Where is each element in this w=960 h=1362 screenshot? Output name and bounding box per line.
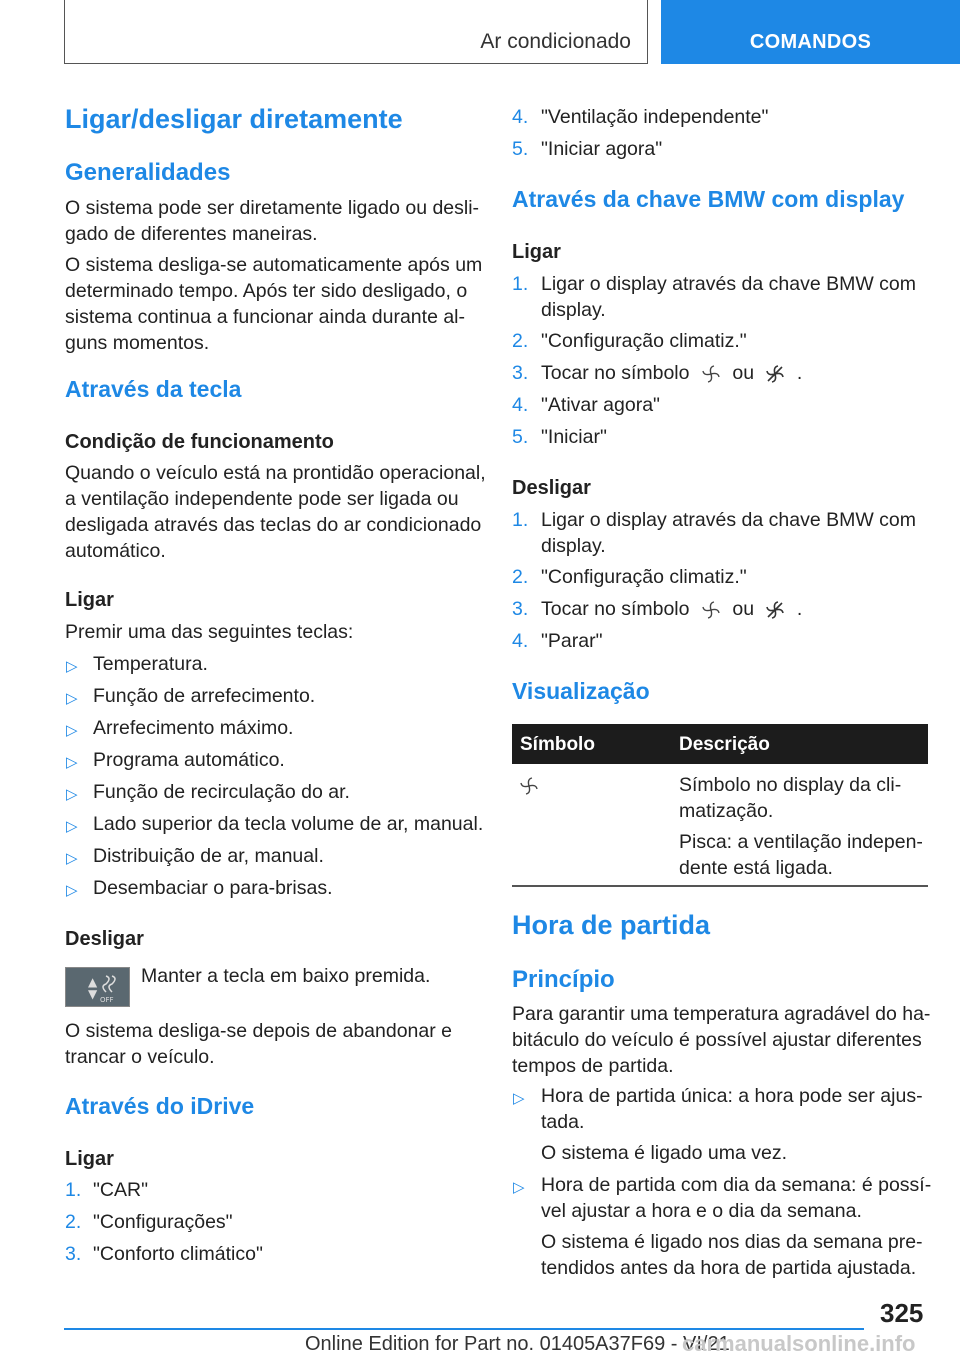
heading-general: Generalidades	[65, 159, 231, 186]
fan-off-icon	[66, 968, 129, 1006]
step-number: 5.	[512, 426, 529, 448]
list-item: Distribuição de ar, manual.	[93, 845, 324, 867]
table-header	[512, 724, 928, 764]
fan-off-button-icon	[65, 967, 130, 1007]
list-item: Função de arrefecimento.	[93, 685, 316, 707]
step-text: "Ativar agora"	[541, 394, 660, 416]
paragraph-general-2: O sistema desliga-se automaticamente após um determinado tempo. Após ter sido desligado, o sistema continua a funcionar ainda durante al- guns momentos.	[65, 254, 483, 354]
header-box	[64, 0, 648, 64]
triangle-bullet-icon: ▷	[513, 1179, 525, 1196]
table-col-description: Descrição	[679, 734, 770, 755]
step-number: 4.	[512, 394, 529, 416]
list-item: Arrefecimento máximo.	[93, 717, 294, 739]
fan-stripes-icon	[765, 600, 785, 620]
triangle-bullet-icon: ▷	[66, 882, 78, 899]
paragraph-condition: Quando o veículo está na prontidão operacional, a ventilação independente pode ser ligada ou desligada através das teclas do ar condicionado automático.	[65, 462, 486, 562]
table-col-symbol: Símbolo	[520, 734, 595, 755]
chapter-tab-label: COMANDOS	[749, 31, 872, 53]
heading-visualization: Visualização	[512, 678, 650, 704]
bullet-single-sub: O sistema é ligado uma vez.	[541, 1142, 788, 1164]
step-text: "CAR"	[93, 1179, 149, 1201]
footer-line	[64, 1328, 864, 1330]
fan-stripes-icon	[765, 364, 785, 384]
fan-icon	[701, 600, 721, 620]
list-item: Programa automático.	[93, 749, 285, 771]
svg-text:▲: ▲	[88, 975, 98, 989]
heading-departure: Hora de partida	[512, 910, 711, 940]
triangle-bullet-icon: ▷	[66, 658, 78, 675]
heading-principle: Princípio	[512, 966, 615, 993]
triangle-bullet-icon: ▷	[66, 786, 78, 803]
paragraph-press: Premir uma das seguintes teclas:	[65, 621, 354, 643]
triangle-bullet-icon: ▷	[66, 850, 78, 867]
step-number: 1.	[512, 273, 529, 295]
step-text: "Configuração climatiz."	[541, 566, 747, 588]
step-number: 5.	[512, 138, 529, 160]
step-text: "Ventilação independente"	[541, 106, 769, 128]
watermark: carmanualsonline.info	[682, 1331, 916, 1356]
step-number: 3.	[65, 1243, 82, 1265]
bullet-weekday: Hora de partida com dia da semana: é possí- vel ajustar a hora e o dia da semana.	[541, 1174, 932, 1222]
chapter-tab	[661, 0, 960, 64]
page-number: 325	[880, 1298, 924, 1328]
paragraph-principle: Para garantir uma temperatura agradável do ha- bitáculo do veículo é possível ajustar diferentes tempos de partida.	[512, 1003, 931, 1077]
paragraph-lock: O sistema desliga-se depois de abandonar e trancar o veículo.	[65, 1020, 452, 1068]
table-desc-2: Pisca: a ventilação indepen- dente está ligada.	[679, 831, 923, 879]
paragraph-hold: Manter a tecla em baixo premida.	[141, 965, 431, 987]
triangle-bullet-icon: ▷	[66, 690, 78, 707]
heading-off-bmw: Desligar	[512, 477, 591, 499]
fan-icon	[519, 776, 539, 796]
step-text: Ligar o display através da chave BMW com display.	[541, 273, 916, 321]
step-number: 3.	[512, 598, 529, 620]
heading-bmw-key: Através da chave BMW com display	[512, 186, 905, 212]
list-item: Desembaciar o para-brisas.	[93, 877, 333, 899]
list-item: Temperatura.	[93, 653, 208, 675]
step-text: "Configuração climatiz."	[541, 330, 747, 352]
step-number: 4.	[512, 630, 529, 652]
fan-icon	[701, 364, 721, 384]
step-number: 3.	[512, 362, 529, 384]
section-title: Ar condicionado	[480, 30, 631, 53]
step-text: "Parar"	[541, 630, 603, 652]
bullet-single: Hora de partida única: a hora pode ser ajus- tada.	[541, 1085, 923, 1133]
step-number: 1.	[512, 509, 529, 531]
triangle-bullet-icon: ▷	[513, 1090, 525, 1107]
table-divider	[512, 885, 928, 887]
heading-direct: Ligar/desligar diretamente	[65, 104, 403, 134]
triangle-bullet-icon: ▷	[66, 754, 78, 771]
paragraph-general-1: O sistema pode ser diretamente ligado ou desli- gado de diferentes maneiras.	[65, 197, 480, 245]
heading-condition: Condição de funcionamento	[65, 431, 334, 453]
step-number: 2.	[512, 330, 529, 352]
bullet-weekday-sub: O sistema é ligado nos dias da semana pre- tendidos antes da hora de partida ajustada.	[541, 1231, 923, 1279]
step-text: "Iniciar agora"	[541, 138, 663, 160]
step-number: 2.	[512, 566, 529, 588]
step-text: "Conforto climático"	[93, 1243, 263, 1265]
table-desc-1: Símbolo no display da cli- matização.	[679, 774, 902, 822]
heading-idrive: Através do iDrive	[65, 1093, 255, 1119]
step-text: Ligar o display através da chave BMW com display.	[541, 509, 916, 557]
triangle-bullet-icon: ▷	[66, 722, 78, 739]
step-text: Tocar no símbolo ou .	[541, 362, 803, 384]
step-text: "Iniciar"	[541, 426, 607, 448]
step-number: 4.	[512, 106, 529, 128]
heading-off-key: Desligar	[65, 928, 144, 950]
list-item: Lado superior da tecla volume de ar, manual.	[93, 813, 484, 835]
list-item: Função de recirculação do ar.	[93, 781, 350, 803]
step-number: 2.	[65, 1211, 82, 1233]
step-text: Tocar no símbolo ou .	[541, 598, 803, 620]
svg-text:OFF: OFF	[100, 996, 114, 1004]
step-text: "Configurações"	[93, 1211, 233, 1233]
heading-on-idrive: Ligar	[65, 1148, 114, 1170]
triangle-bullet-icon: ▷	[66, 818, 78, 835]
heading-on-key: Ligar	[65, 589, 114, 611]
heading-key: Através da tecla	[65, 376, 242, 402]
heading-on-bmw: Ligar	[512, 241, 561, 263]
svg-text:▼: ▼	[88, 987, 98, 1001]
step-number: 1.	[65, 1179, 82, 1201]
footer-edition: Online Edition for Part no. 01405A37F69 - VI/21	[305, 1333, 730, 1355]
